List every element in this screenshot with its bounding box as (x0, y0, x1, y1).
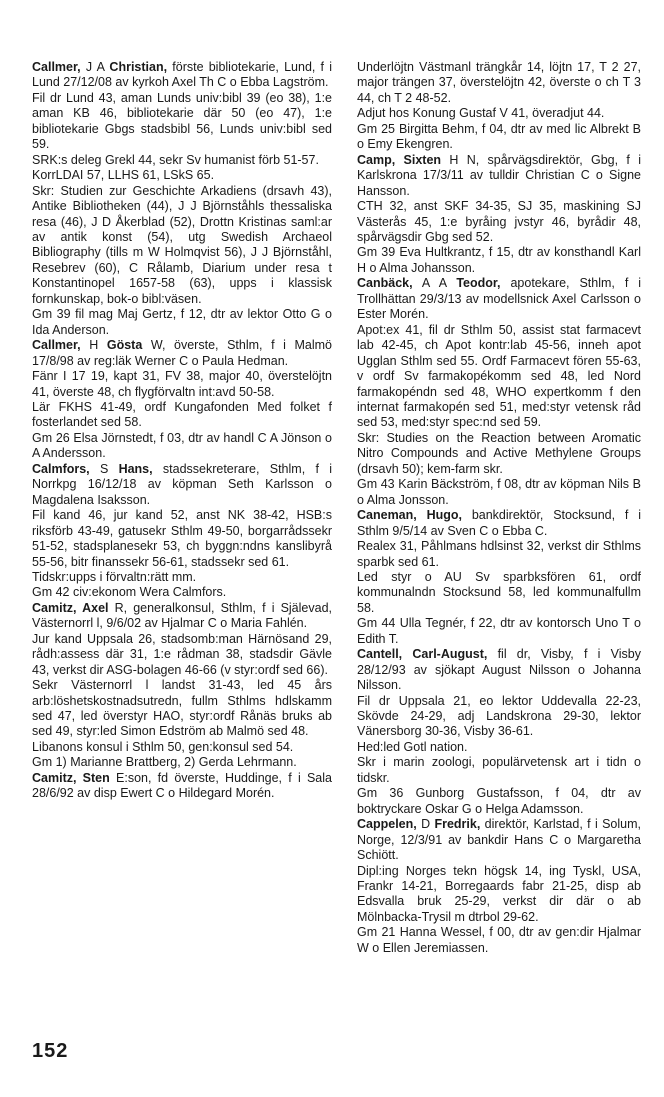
entry-paragraph (357, 477, 641, 508)
entry-text: Dipl:ing Norges tekn högsk 14, ing Tyskl, USA, Frankr 14-21, Borregaards fabr 21-25, disp ab Edsvalla bruk 25-29, verkst dir där o ab Mölnbacka-Trysil m dtrbol 29-62. (357, 863, 641, 924)
entry-text: KorrLDAI 57, LLHS 61, LSkS 65. (32, 168, 215, 183)
entry-paragraph (357, 153, 641, 199)
entry-text: CTH 32, anst SKF 34-35, SJ 35, maskining SJ Västerås 45, 1:e byråing jvstyr 46, byrådir 48, spårvägsdir Gbg sed 52. (357, 199, 641, 244)
entry-paragraph (357, 616, 641, 647)
entry-text: fil dr, Visby, f i Visby 28/12/93 av sjökapt August Nilsson o Johanna Nilsson. (357, 647, 641, 693)
entry-text: Apot:ex 41, fil dr Sthlm 50, assist stat farmacevt lab 42-45, ch Apot kontr:lab 45-56, inneh apot Ugglan Sthlm sed 55. Ordf Farmacevt fören 55-63, v ordf Sv farmakopékomm sed 48, led Nord farmakopéndn sed 48, WHO expertkomm f den internat farmakopén sed 51, med:styr vetensk råd sed 53, med:styr spec:nd sed 59. (357, 322, 641, 430)
entry-text: Realex 31, Påhlmans hdlsinst 32, verkst dir Sthlms sparbk sed 61. (357, 539, 641, 569)
entry-text: Tidskr:upps i förvaltn:rätt mm. (32, 569, 197, 584)
entry-text: Gm 43 Karin Bäckström, f 08, dtr av köpman Nils B o Alma Jonsson. (357, 477, 641, 507)
entry-name-bold: Canbäck, (357, 276, 413, 291)
entry-paragraph (357, 925, 641, 956)
entry-paragraph (32, 60, 332, 91)
entry-text: S (89, 461, 119, 476)
entry-text: H (80, 338, 107, 353)
entry-text: Lär FKHS 41-49, ordf Kungafonden Med folket f fosterlandet sed 58. (32, 399, 332, 430)
entry-text: Led styr o AU Sv sparbksfören 61, ordf kommunalndn Stocksund 58, led kommunalfullm 58. (357, 569, 641, 615)
entry-text: Skr: Studien zur Geschichte Arkadiens (drsavh 43), Antike Bibliotheken (44), J J Björnståhls thessaliska resa (46), J D Åkerblad (52), Drottn Kristinas saml:ar av antik konst (54), utg Swedish Archaeol Bibliography (tills m W Holmqvist 56), J J Björnståhl, Resebrev (60), C Rålamb, Diarium under resa t Konstantinopel 1657-58 (63), upps i klassisk fornkunskap, bok-o bibl:väsen. (32, 183, 332, 306)
entry-text: R, generalkonsul, Sthlm, f i Själevad, Västernorrl l, 9/6/02 av Hjalmar C o Maria Fahlén. (32, 600, 332, 631)
entry-text: Fänr I 17 19, kapt 31, FV 38, major 40, överstelöjtn 41, överste 48, ch flygförvaltn int:avd 50-58. (32, 369, 332, 399)
entry-text: bankdirektör, Stocksund, f i Sthlm 9/5/14 av Sven C o Ebba C. (357, 508, 641, 538)
entry-name-bold: Gösta (106, 338, 143, 353)
entry-paragraph (32, 91, 332, 153)
entry-text: Gm 25 Birgitta Behm, f 04, dtr av med lic Albrekt B o Emy Ekengren. (357, 121, 641, 152)
entry-paragraph (357, 786, 641, 817)
entry-paragraph (357, 106, 641, 121)
entry-text: Jur kand Uppsala 26, stadsomb:man Härnösand 29, rådh:assess där 31, 1:e rådman 38, stadsdir Gävle 43, verkst dir ASG-bolagen 46-66 (v styr:ordf sed 66). (32, 631, 332, 677)
entry-paragraph (357, 276, 641, 322)
entry-text: J A (80, 60, 110, 74)
entry-paragraph (357, 122, 641, 153)
entry-name-bold: Fredrik, (434, 817, 481, 832)
entry-name-bold: Christian, (109, 60, 168, 74)
entry-text: förste bibliotekarie, Lund, f i Lund 27/12/08 av kyrkoh Axel Th C o Ebba Lagström. (32, 60, 332, 90)
entry-paragraph (357, 431, 641, 477)
entry-text: apotekare, Sthlm, f i Trollhättan 29/3/13 av modellsnick Axel Carlsson o Ester Morén. (357, 276, 641, 322)
entry-paragraph (32, 338, 332, 369)
entry-paragraph (32, 508, 332, 570)
entry-name-bold: Calmfors, (32, 461, 90, 476)
entry-text: Hed:led Gotl nation. (357, 739, 468, 754)
entry-paragraph (32, 168, 332, 183)
entry-paragraph (32, 585, 332, 600)
entry-name-bold: Hans, (118, 461, 153, 476)
entry-text: Fil dr Lund 43, aman Lunds univ:bibl 39 (eo 38), 1:e aman KB 46, bibliotekarie där 50 (eo 47), 1:e bibliotekarie Gbgs stadsbibl 56, Lunds univ:bibl sed 59. (32, 90, 332, 152)
entry-name-bold: Cantell, Carl-August, (357, 647, 488, 662)
entry-text: Gm 21 Hanna Wessel, f 00, dtr av gen:dir Hjalmar W o Ellen Jeremiassen. (357, 925, 641, 955)
entry-paragraph (32, 632, 332, 678)
entry-text: H N, spårvägsdirektör, Gbg, f i Karlskrona 17/3/11 av tulldir Christian C o Signe Hansson. (357, 152, 641, 198)
entry-text: Adjut hos Konung Gustaf V 41, överadjut 44. (357, 106, 605, 121)
entry-paragraph (357, 647, 641, 693)
entry-paragraph (357, 817, 641, 863)
entry-paragraph (357, 508, 641, 539)
entry-name-bold: Callmer, (32, 60, 81, 74)
entry-paragraph (357, 60, 641, 106)
entry-name-bold: Camitz, Sten (32, 770, 110, 785)
entry-text: Underlöjtn Västmanl trängkår 14, löjtn 17, T 2 27, major trängen 37, överstelöjtn 42, överste o ch T 3 44, ch T 2 48-52. (357, 60, 641, 105)
entry-paragraph (32, 431, 332, 462)
entry-name-bold: Caneman, Hugo, (357, 508, 462, 523)
entry-name-bold: Teodor, (456, 276, 501, 291)
entry-name-bold: Callmer, (32, 338, 81, 353)
entry-text: Gm 1) Marianne Brattberg, 2) Gerda Lehrmann. (32, 755, 297, 770)
entry-paragraph (357, 864, 641, 926)
entry-paragraph (32, 771, 332, 802)
entry-paragraph (32, 740, 332, 755)
entry-text: E:son, fd överste, Huddinge, f i Sala 28/6/92 av disp Ewert C o Hildegard Morén. (32, 770, 332, 801)
right-column (357, 60, 641, 956)
entry-text: SRK:s deleg Grekl 44, sekr Sv humanist förb 51-57. (32, 152, 319, 167)
entry-paragraph (32, 369, 332, 400)
entry-text: Gm 42 civ:ekonom Wera Calmfors. (32, 585, 227, 600)
entry-text: Fil dr Uppsala 21, eo lektor Uddevalla 22-23, Skövde 24-29, adj Landskrona 29-30, lektor Vänersborg 30-36, Visby 36-61. (357, 693, 641, 739)
entry-text: Libanons konsul i Sthlm 50, gen:konsul sed 54. (32, 739, 294, 754)
entry-paragraph (32, 462, 332, 508)
entry-text: Skr i marin zoologi, populärvetensk art i tidn o tidskr. (357, 755, 641, 785)
entry-paragraph (357, 323, 641, 431)
entry-text: Gm 39 Eva Hultkrantz, f 15, dtr av konsthandl Karl H o Alma Johansson. (357, 245, 641, 275)
entry-text: Gm 39 fil mag Maj Gertz, f 12, dtr av lektor Otto G o Ida Anderson. (32, 307, 332, 337)
entry-paragraph (357, 755, 641, 786)
page-number: 152 (32, 1040, 69, 1062)
entry-text: Fil kand 46, jur kand 52, anst NK 38-42, HSB:s riksförb 43-49, gatusekr Sthlm 49-50, borgarrådssekr 51-52, stadsplanesekr 53, ch byggn:ndns kanslibyrå 55-56, bitr finanssekr 56-61, stadssekr sed 61. (32, 508, 332, 569)
entry-text: A A (412, 276, 457, 291)
entry-text: Gm 26 Elsa Jörnstedt, f 03, dtr av handl C A Jönson o A Andersson. (32, 430, 332, 461)
entry-paragraph (32, 153, 332, 168)
entry-paragraph (32, 400, 332, 431)
entry-name-bold: Camp, Sixten (357, 152, 442, 167)
entry-text: Gm 36 Gunborg Gustafsson, f 04, dtr av boktryckare Oskar G o Helga Adamsson. (357, 786, 641, 816)
entry-name-bold: Cappelen, (357, 817, 417, 832)
entry-paragraph (357, 570, 641, 616)
entry-text: Skr: Studies on the Reaction between Aromatic Nitro Compounds and Active Methylene Groups (drsavh 50); kem-farm skr. (357, 430, 641, 476)
entry-text: Gm 44 Ulla Tegnér, f 22, dtr av kontorsch Uno T o Edith T. (357, 616, 641, 646)
entry-paragraph (357, 245, 641, 276)
entry-paragraph (32, 570, 332, 585)
entry-text: W, överste, Sthlm, f i Malmö 17/8/98 av reg:läk Werner C o Paula Hedman. (32, 338, 332, 368)
entry-text: stadssekreterare, Sthlm, f i Norrkpg 16/12/18 av köpman Seth Karlsson o Magdalena Isaksson. (32, 461, 332, 507)
entry-paragraph (32, 755, 332, 770)
entry-paragraph (357, 199, 641, 245)
left-column (32, 60, 332, 802)
entry-text: D (416, 817, 435, 832)
entry-name-bold: Camitz, Axel (32, 600, 109, 615)
entry-paragraph (32, 184, 332, 308)
entry-text: Sekr Västernorrl l landst 31-43, led 45 års arb:löshetskostnadsutredn, fullm Sthlms hdlskamm sed 47, led överstyr HAO, styr:ordf Rånäs bruks ab sed 49, styr:led Simon Edström ab Malmö sed 48. (32, 678, 332, 739)
entry-paragraph (32, 307, 332, 338)
entry-text: direktör, Karlstad, f i Solum, Norge, 12/3/91 av bankdir Hans C o Margaretha Schiött. (357, 817, 641, 863)
entry-paragraph (357, 740, 641, 755)
entry-paragraph (32, 601, 332, 632)
entry-paragraph (357, 694, 641, 740)
entry-paragraph (32, 678, 332, 740)
entry-paragraph (357, 539, 641, 570)
